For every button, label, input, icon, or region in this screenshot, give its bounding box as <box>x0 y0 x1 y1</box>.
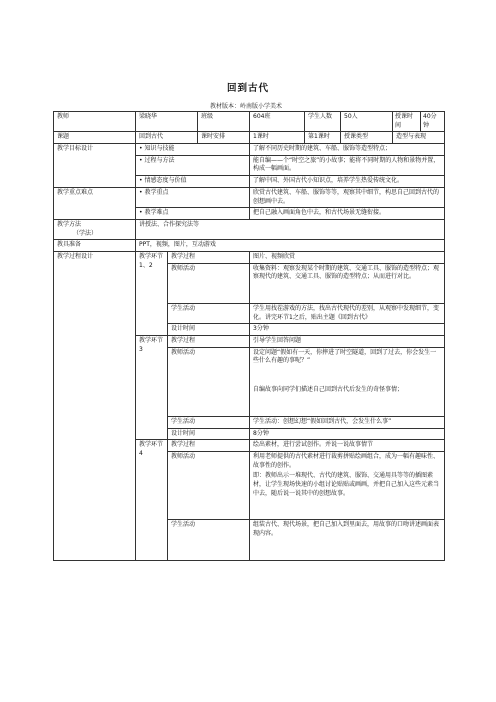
student-col-label: 学生活动 <box>168 520 250 560</box>
key-point-name: • 教学重点 <box>136 187 250 207</box>
teacher-col-label: 教师活动 <box>168 347 250 416</box>
student-activity: 组装古代、现代场景，把自己加入到里面去，用故事的口吻讲述画面表现内容。 <box>253 521 440 537</box>
time-label: 授课时间 <box>393 112 421 131</box>
schedule-value: 1课时 <box>250 132 305 144</box>
topic-value: 回到古代 <box>136 132 198 144</box>
topic-label: 课题 <box>54 132 136 144</box>
info-row-2 <box>54 132 445 144</box>
time-value: 40分钟 <box>423 113 437 129</box>
teacher-col-label: 教师活动 <box>168 263 250 303</box>
page-title: 回到古代 <box>226 83 269 94</box>
class-label: 班级 <box>198 112 250 132</box>
teacher-value: 梁晓华 <box>136 112 198 132</box>
student-col-label: 学生活动 <box>168 416 250 428</box>
teacher-activity-cell <box>250 451 445 519</box>
teacher-activity: 利用老师提供的古代素材进行裁剪拼贴绘画组合，成为一幅有趣味性、故事性的创作。 <box>253 452 440 469</box>
step-time: 8分钟 <box>250 428 445 440</box>
key-points-label: 教学重点难点 <box>54 187 136 219</box>
type-label: 授课类型 <box>341 132 393 144</box>
method-label-sub: （学法） <box>73 229 98 237</box>
goal-name: • 知识与技能 <box>136 144 250 156</box>
goal-text: 了解中国、外国古代小知识点，培养学生热爱传统文化。 <box>250 176 445 188</box>
prep-label: 教具准备 <box>54 240 136 252</box>
step-process: 绘出素材，进行尝试创作。并说一说故事情节 <box>250 440 445 452</box>
process-col-label: 教学过程 <box>168 251 250 263</box>
step-name: 教学环节4 <box>136 440 168 561</box>
method-text: 讲授法、合作探究法等 <box>136 219 445 239</box>
step-process: 引导学生回答问题 <box>250 336 445 348</box>
textbook-version: 教材版本：岭南版小学美术 <box>210 103 283 110</box>
step-name: 教学环节3 <box>136 336 168 440</box>
info-row-1 <box>54 112 445 132</box>
schedule-label: 课时安排 <box>198 132 250 144</box>
method-label-cell <box>54 219 136 239</box>
teacher-activity: 收集资料：观察发现某个时期的建筑、交通工具、服饰的造型特点；观察现代的建筑、交通工具、服饰的造型特点；从而进行对比。 <box>253 264 440 281</box>
teacher-activity: 设定问题“假如有一天，你摔进了时空隧道，回到了过去，你会发生一些什么有趣的事呢？” <box>253 348 437 365</box>
goal-name: • 情感态度与价值 <box>136 176 250 188</box>
period-value: 第1课时 <box>305 132 341 144</box>
time-cell <box>393 112 445 132</box>
time-col-label: 设计时间 <box>168 324 250 336</box>
process-col-label: 教学过程 <box>168 440 250 452</box>
step-name: 教学环节1、2 <box>136 251 168 335</box>
student-col-label: 学生活动 <box>168 304 250 324</box>
step1-process-row <box>54 251 445 263</box>
goal-row-1 <box>54 144 445 156</box>
class-value: 604班 <box>250 112 305 132</box>
time-col-label: 设计时间 <box>168 428 250 440</box>
method-row <box>54 219 445 239</box>
students-value: 50人 <box>341 112 393 132</box>
lesson-plan-table <box>53 111 445 561</box>
students-label: 学生人数 <box>305 112 341 132</box>
process-col-label: 教学过程 <box>168 336 250 348</box>
type-value: 造型与表现 <box>393 132 445 144</box>
teacher-activity: 自编故事向同学们描述自己回到古代后发生的奇怪事情； <box>253 386 404 394</box>
student-activity: 学生活动：创想幻想“假如回到古代，会发生什么事” <box>250 416 445 428</box>
key-point-text: 欣赏古代建筑、车船、服饰等等，观察其中细节，构思自己回到古代的创想画中去。 <box>250 187 445 207</box>
key-point-text: 把自己融入画面角色中去，和古代场景无缝衔接。 <box>250 208 445 220</box>
goals-label: 教学目标设计 <box>54 144 136 188</box>
prep-text: PPT，视频，图片，互动游戏 <box>136 240 445 252</box>
goal-text: 能自编——个“时空之旅”的小故事；能将不同时期的人物和景物并置，构成一幅画面。 <box>250 155 445 175</box>
step-process: 图片、视频欣赏 <box>250 251 445 263</box>
process-label: 教学过程设计 <box>54 251 136 560</box>
teacher-col-label: 教师活动 <box>168 451 250 519</box>
teacher-activity-cell <box>250 347 445 416</box>
method-label: 教学方法 <box>57 220 82 228</box>
step-time: 3分钟 <box>250 324 445 336</box>
student-activity-cell <box>250 520 445 560</box>
key-point-name: • 教学难点 <box>136 208 250 220</box>
teacher-label: 教师 <box>54 112 136 132</box>
student-activity: 学生用找茬游戏的方法，找出古代现代的差别，从观察中发现细节，变化。讲完环节1之后，贴出主题《回到古代》 <box>250 304 445 324</box>
teacher-activity-cell <box>250 263 445 303</box>
goal-name: • 过程与方法 <box>136 155 250 175</box>
goal-text: 了解不同历史时期的建筑、车船、服饰等造型特点； <box>250 144 445 156</box>
teacher-activity: 即：教师出示一堆现代、古代的建筑、服饰、交通用具等等的插图素材，让学生现场快速的小组讨论贴贴或画画，并把自己加入这些元素当中去，随后说一说其中的创想故事。 <box>253 472 440 497</box>
prep-row <box>54 240 445 252</box>
key-row-1 <box>54 187 445 207</box>
